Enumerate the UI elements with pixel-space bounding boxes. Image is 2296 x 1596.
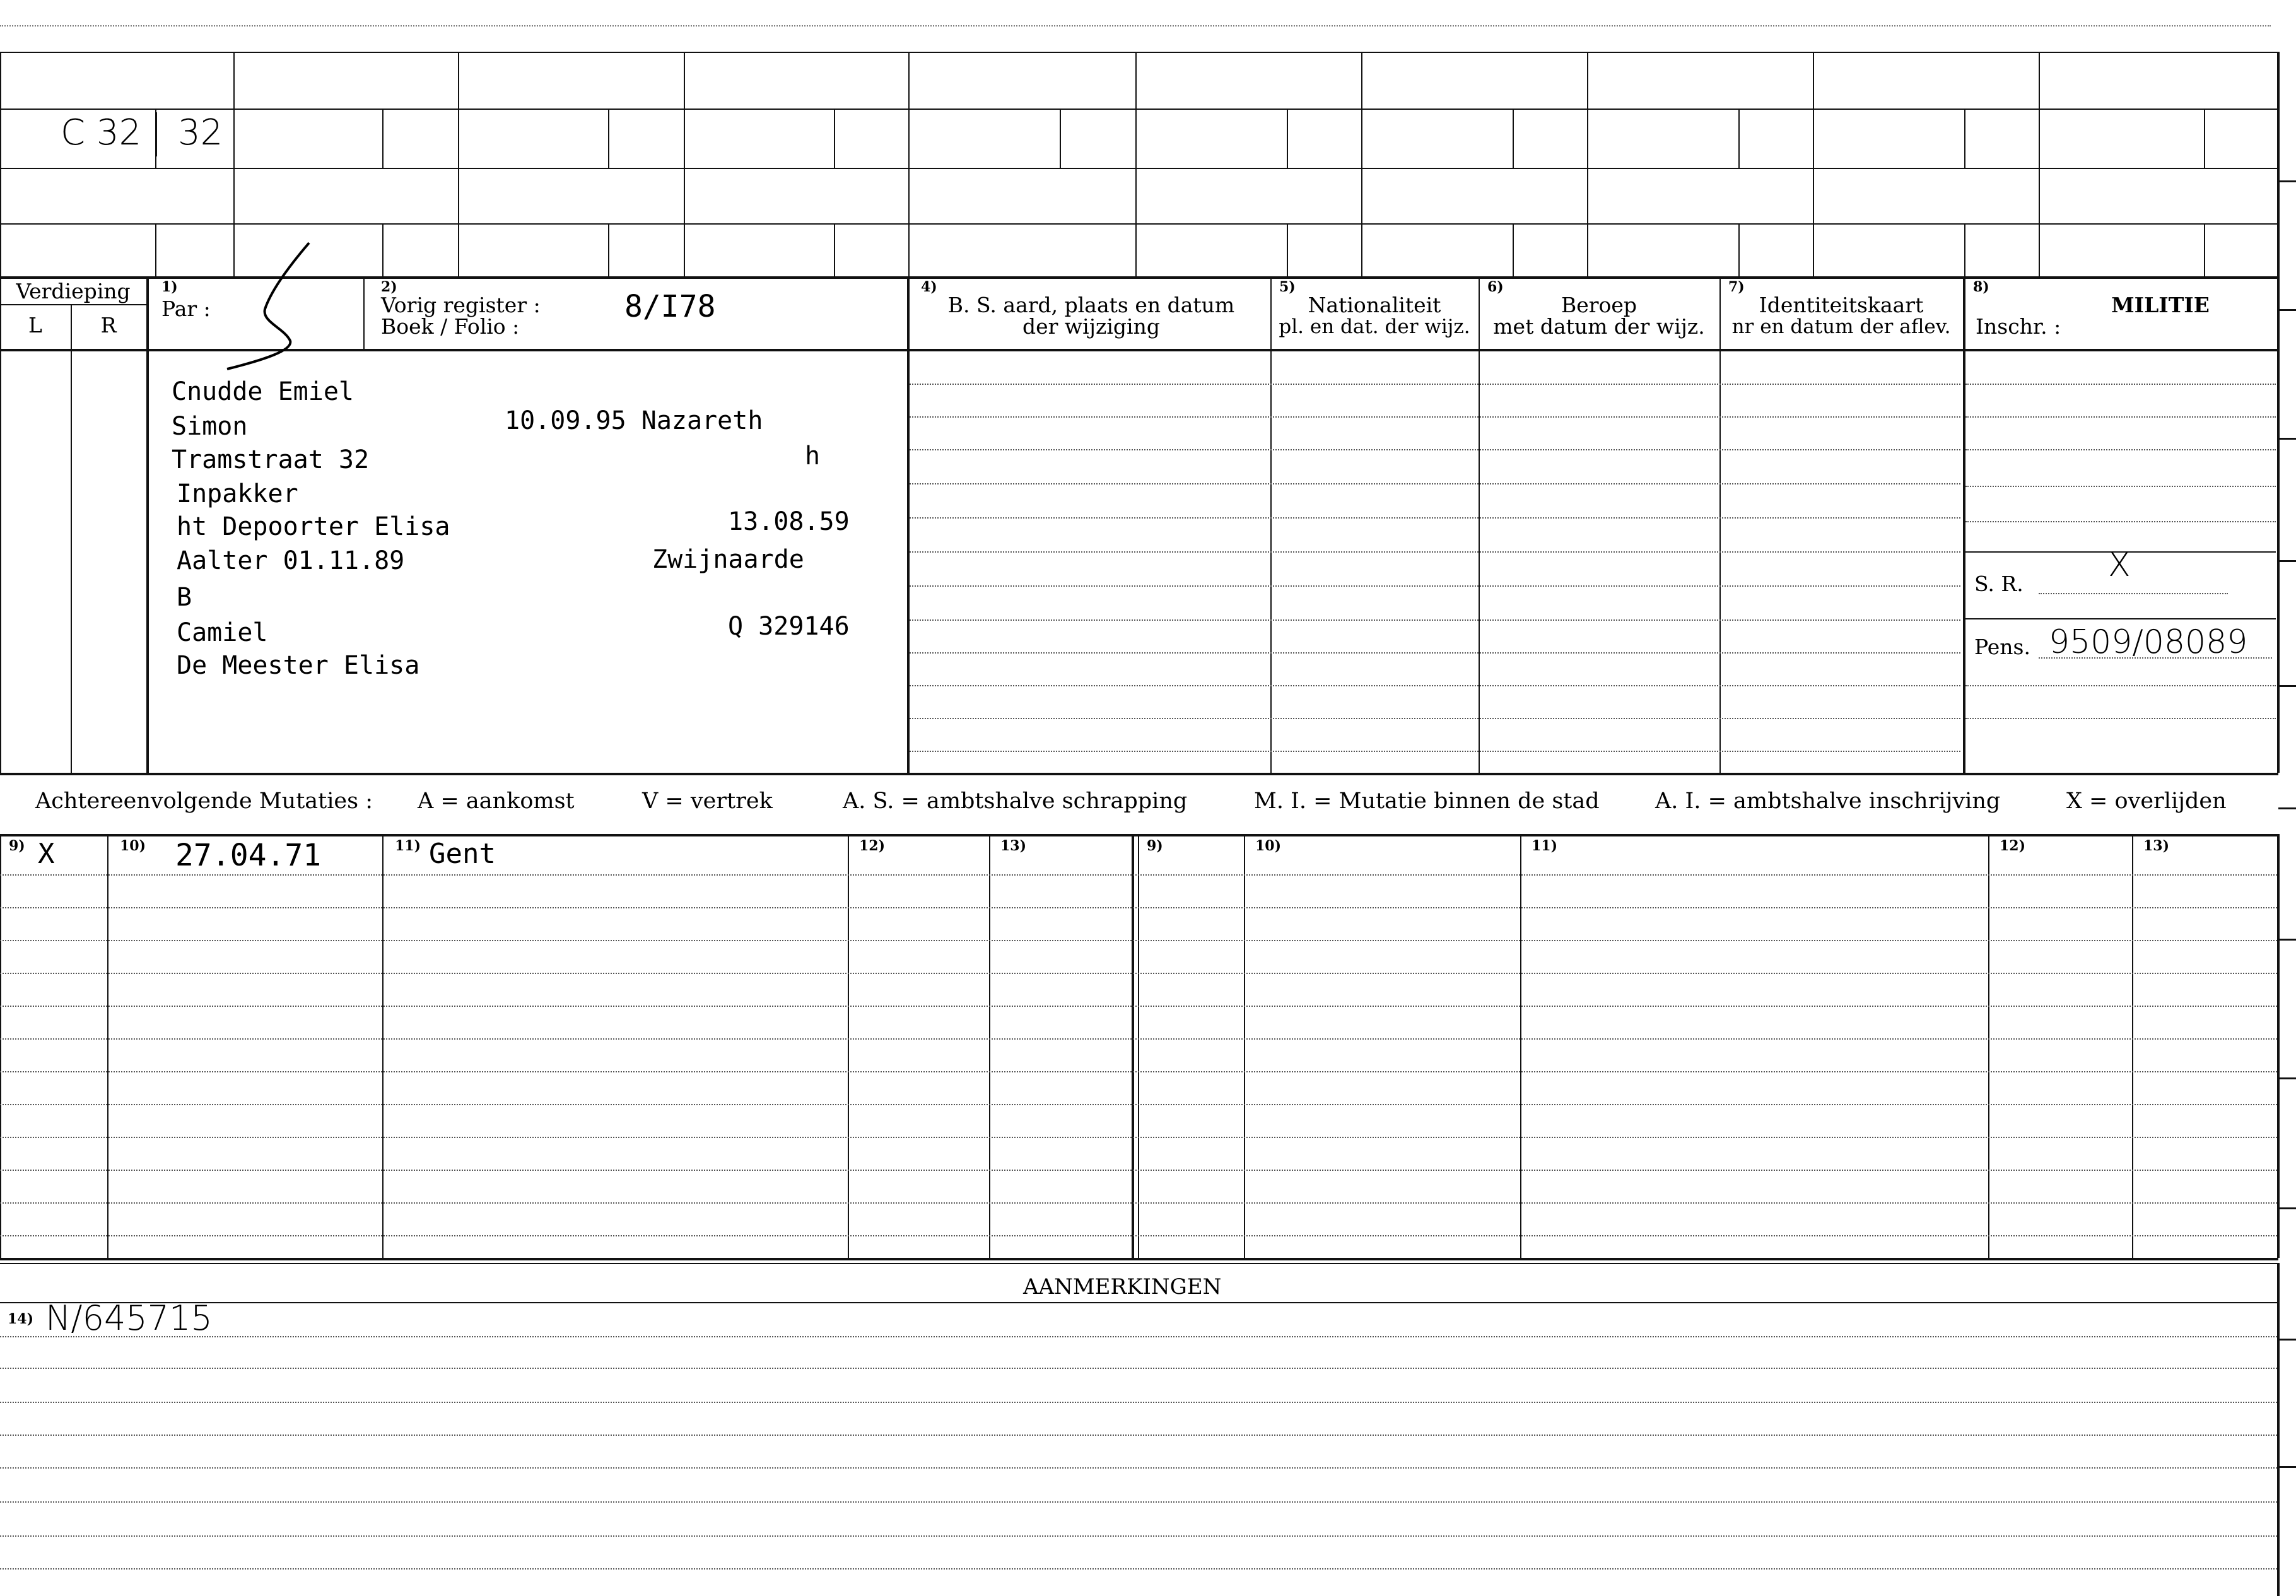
person-line-7: B: [177, 583, 192, 612]
mutations-legend-title: Achtereenvolgende Mutaties :: [35, 789, 373, 814]
mut-col11-number: 11): [395, 838, 421, 854]
person-line-5: ht Depoorter Elisa: [177, 512, 450, 541]
pens-label: Pens.: [1974, 635, 2030, 659]
col2-label-1: Vorig register :: [381, 293, 541, 317]
verdieping-r: R: [100, 313, 117, 337]
mut-col10-number: 10): [120, 838, 146, 854]
index-code-right: 32: [178, 112, 223, 153]
col4-label-1: B. S. aard, plaats en datum: [947, 293, 1235, 317]
legend-ambtshalve-inschrijving: A. I. = ambtshalve inschrijving: [1655, 789, 2001, 814]
col4-number: 4): [921, 279, 937, 295]
col8-number: 8): [1973, 279, 1989, 295]
gender-marker: h: [805, 442, 821, 471]
col7-label-2: nr en datum der aflev.: [1731, 315, 1951, 338]
mutation-type: X: [38, 838, 55, 870]
person-line-4: Inpakker: [177, 479, 298, 508]
legend-ambtshalve-schrapping: A. S. = ambtshalve schrapping: [843, 789, 1188, 814]
scan-top-edge: [0, 25, 2271, 26]
remarks-value: N/645715: [45, 1298, 213, 1338]
col5-label-1: Nationaliteit: [1308, 293, 1441, 317]
col1-number: 1): [161, 279, 178, 295]
mut-col13-number: 13): [1000, 838, 1027, 854]
mut-col11-number-right: 11): [1532, 838, 1558, 854]
pens-value: 9509/08089: [2049, 623, 2248, 661]
marriage-place: Zwijnaarde: [652, 545, 804, 574]
mut-col13-number-right: 13): [2143, 838, 2170, 854]
person-line-2: Simon: [172, 412, 248, 441]
col2-number: 2): [381, 279, 397, 295]
remarks-title: AANMERKINGEN: [1023, 1274, 1222, 1300]
mut-col9-number: 9): [9, 838, 25, 854]
mut-col9-number-right: 9): [1147, 838, 1163, 854]
col6-label-2: met datum der wijz.: [1493, 314, 1705, 339]
marriage-date: 13.08.59: [728, 507, 850, 536]
handwritten-squiggle: [214, 240, 322, 378]
col5-number: 5): [1279, 279, 1296, 295]
col7-label-1: Identiteitskaart: [1759, 293, 1924, 317]
legend-mutatie-binnen-stad: M. I. = Mutatie binnen de stad: [1254, 789, 1600, 814]
index-code-left: C 32: [61, 112, 142, 153]
verdieping-l: L: [28, 313, 42, 337]
militie-title: MILITIE: [2111, 293, 2210, 317]
previous-register-value: 8/I78: [624, 289, 716, 324]
mut-col12-number-right: 12): [2000, 838, 2026, 854]
person-line-1: Cnudde Emiel: [172, 377, 354, 406]
person-line-9: De Meester Elisa: [177, 651, 420, 680]
person-line-6: Aalter 01.11.89: [177, 546, 405, 575]
legend-vertrek: V = vertrek: [642, 789, 773, 814]
mutation-place: Gent: [429, 838, 496, 870]
militie-inschr-label: Inschr. :: [1976, 314, 2061, 339]
id-number: Q 329146: [728, 612, 850, 641]
verdieping-header: Verdieping: [16, 279, 131, 303]
sr-value: X: [2108, 546, 2131, 584]
legend-aankomst: A = aankomst: [418, 789, 575, 814]
mut-col12-number: 12): [859, 838, 886, 854]
col6-number: 6): [1487, 279, 1504, 295]
mutation-date: 27.04.71: [175, 838, 322, 873]
legend-overlijden: X = overlijden: [2066, 789, 2227, 814]
col5-label-2: pl. en dat. der wijz.: [1279, 315, 1470, 338]
mut-col10-number-right: 10): [1255, 838, 1282, 854]
col2-label-2: Boek / Folio :: [381, 314, 520, 339]
person-line-8: Camiel: [177, 618, 268, 647]
col7-number: 7): [1728, 279, 1745, 295]
person-line-3: Tramstraat 32: [172, 445, 370, 474]
col1-label: Par :: [161, 296, 211, 321]
col6-label-1: Beroep: [1561, 293, 1637, 317]
birth-date-place: 10.09.95 Nazareth: [505, 406, 763, 435]
col4-label-2: der wijziging: [1022, 314, 1160, 339]
remarks-number: 14): [8, 1311, 34, 1327]
sr-label: S. R.: [1974, 572, 2024, 596]
